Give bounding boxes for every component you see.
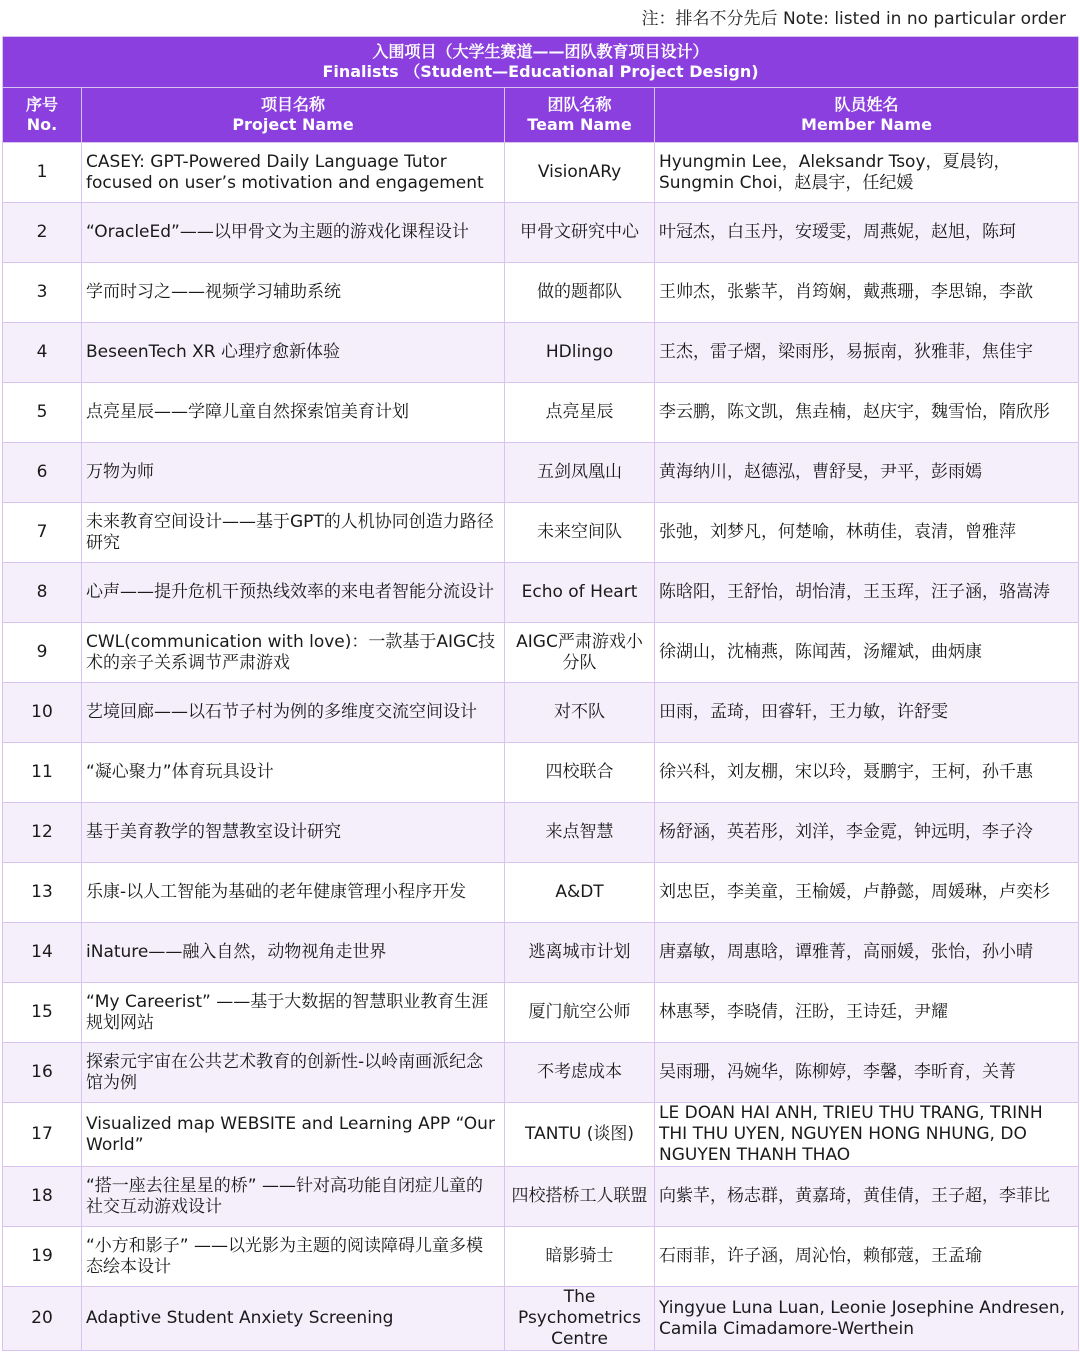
table-row: [3, 323, 1079, 383]
project-name: CASEY: GPT-Powered Daily Language Tutor focused on user’s motivation and engagement: [82, 143, 505, 203]
row-number: 18: [3, 1167, 82, 1227]
header-project-en: Project Name: [232, 115, 354, 134]
member-names: Hyungmin Lee，Aleksandr Tsoy，夏晨钧，Sungmin Choi，赵晨宇，任纪媛: [655, 143, 1079, 203]
row-number: 2: [3, 203, 82, 263]
row-number: 7: [3, 503, 82, 563]
project-name: BeseenTech XR 心理疗愈新体验: [82, 323, 505, 383]
team-name: 做的题都队: [505, 263, 655, 323]
row-number: 9: [3, 623, 82, 683]
header-no-cn: 序号: [25, 95, 58, 114]
header-project-cn: 项目名称: [260, 95, 325, 114]
project-name: 基于美育教学的智慧教室设计研究: [82, 803, 505, 863]
row-number: 16: [3, 1043, 82, 1103]
header-team-en: Team Name: [527, 115, 632, 134]
row-number: 19: [3, 1227, 82, 1287]
row-number: 3: [3, 263, 82, 323]
table-row: [3, 503, 1079, 563]
team-name: 未来空间队: [505, 503, 655, 563]
table-row: [3, 1043, 1079, 1103]
team-name: AIGC严肃游戏小分队: [505, 623, 655, 683]
table-row: [3, 1103, 1079, 1167]
member-names: 徐兴科，刘友棚，宋以玲，聂鹏宇，王柯，孙千惠: [655, 743, 1079, 803]
row-number: 8: [3, 563, 82, 623]
member-names: 王帅杰，张紫芊，肖筠娴，戴燕珊，李思锦，李歆: [655, 263, 1079, 323]
project-name: “凝心聚力”体育玩具设计: [82, 743, 505, 803]
finalists-table: [2, 36, 1079, 1351]
table-row: [3, 1287, 1079, 1351]
project-name: Adaptive Student Anxiety Screening: [82, 1287, 505, 1351]
project-name: 点亮星辰——学障儿童自然探索馆美育计划: [82, 383, 505, 443]
header-no-en: No.: [26, 115, 58, 134]
project-name: 万物为师: [82, 443, 505, 503]
team-name: 甲骨文研究中心: [505, 203, 655, 263]
table-row: [3, 683, 1079, 743]
project-name: 乐康-以人工智能为基础的老年健康管理小程序开发: [82, 863, 505, 923]
member-names: 田雨，孟琦，田睿轩，王力敏，许舒雯: [655, 683, 1079, 743]
team-name: 逃离城市计划: [505, 923, 655, 983]
member-names: 杨舒涵，英若彤，刘洋，李金霓，钟远明，李子泠: [655, 803, 1079, 863]
team-name: TANTU (谈图): [505, 1103, 655, 1167]
row-number: 1: [3, 143, 82, 203]
row-number: 14: [3, 923, 82, 983]
member-names: 黄海纳川，赵德泓，曹舒旻，尹平，彭雨嫣: [655, 443, 1079, 503]
team-name: 四校搭桥工人联盟: [505, 1167, 655, 1227]
member-names: 林惠琴，李晓倩，汪盼，王诗廷，尹耀: [655, 983, 1079, 1043]
table-row: [3, 983, 1079, 1043]
team-name: 五剑凤凰山: [505, 443, 655, 503]
team-name: Echo of Heart: [505, 563, 655, 623]
row-number: 20: [3, 1287, 82, 1351]
table-row: [3, 563, 1079, 623]
order-note: 注：排名不分先后 Note: listed in no particular order: [641, 9, 1066, 29]
row-number: 11: [3, 743, 82, 803]
table-row: [3, 383, 1079, 443]
team-name: 四校联合: [505, 743, 655, 803]
project-name: Visualized map WEBSITE and Learning APP “Our World”: [82, 1103, 505, 1167]
table-row: [3, 203, 1079, 263]
project-name: “搭一座去往星星的桥” ——针对高功能自闭症儿童的社交互动游戏设计: [82, 1167, 505, 1227]
member-names: 吴雨珊，冯婉华，陈柳婷，李馨，李昕育，关菁: [655, 1043, 1079, 1103]
team-name: VisionARy: [505, 143, 655, 203]
project-name: iNature——融入自然，动物视角走世界: [82, 923, 505, 983]
member-names: 陈晗阳，王舒怡，胡怡清，王玉珲，汪子涵，骆嵩涛: [655, 563, 1079, 623]
header-members-en: Member Name: [801, 115, 932, 134]
row-number: 6: [3, 443, 82, 503]
row-number: 17: [3, 1103, 82, 1167]
table-row: [3, 443, 1079, 503]
table-row: [3, 143, 1079, 203]
table-row: [3, 743, 1079, 803]
table-row: [3, 923, 1079, 983]
header-no: [3, 88, 82, 143]
project-name: 艺境回廊——以石节子村为例的多维度交流空间设计: [82, 683, 505, 743]
member-names: 张弛，刘梦凡，何楚喻，林萌佳，袁清，曾雅萍: [655, 503, 1079, 563]
member-names: 向紫芊，杨志群，黄嘉琦，黄佳倩，王子超，李菲比: [655, 1167, 1079, 1227]
column-header-row: [3, 88, 1079, 143]
table-row: [3, 803, 1079, 863]
team-name: The Psychometrics Centre: [505, 1287, 655, 1351]
project-name: “OracleEd”——以甲骨文为主题的游戏化课程设计: [82, 203, 505, 263]
table-row: [3, 863, 1079, 923]
row-number: 15: [3, 983, 82, 1043]
project-name: 探索元宇宙在公共艺术教育的创新性-以岭南画派纪念馆为例: [82, 1043, 505, 1103]
table-title: [3, 37, 1079, 88]
team-name: 来点智慧: [505, 803, 655, 863]
member-names: 石雨菲，许子涵，周沁怡，赖郁蔻，王孟瑜: [655, 1227, 1079, 1287]
table-row: [3, 263, 1079, 323]
member-names: LE DOAN HAI ANH, TRIEU THU TRANG, TRINH THI THU UYEN, NGUYEN HONG NHUNG, DO NGUYEN THANH THAO: [655, 1103, 1079, 1167]
member-names: Yingyue Luna Luan, Leonie Josephine Andresen, Camila Cimadamore-Werthein: [655, 1287, 1079, 1351]
member-names: 叶冠杰，白玉丹，安瑷雯，周燕妮，赵旭，陈珂: [655, 203, 1079, 263]
project-name: CWL(communication with love)：一款基于AIGC技术的亲子关系调节严肃游戏: [82, 623, 505, 683]
team-name: 对不队: [505, 683, 655, 743]
row-number: 4: [3, 323, 82, 383]
table-title-row: [3, 37, 1079, 88]
header-team: [505, 88, 655, 143]
team-name: 点亮星辰: [505, 383, 655, 443]
row-number: 10: [3, 683, 82, 743]
row-number: 12: [3, 803, 82, 863]
team-name: HDlingo: [505, 323, 655, 383]
project-name: 未来教育空间设计——基于GPT的人机协同创造力路径研究: [82, 503, 505, 563]
row-number: 5: [3, 383, 82, 443]
project-name: “My Careerist” ——基于大数据的智慧职业教育生涯规划网站: [82, 983, 505, 1043]
member-names: 徐湖山，沈楠燕，陈闻茜，汤耀斌，曲炳康: [655, 623, 1079, 683]
header-team-cn: 团队名称: [547, 95, 612, 114]
project-name: 学而时习之——视频学习辅助系统: [82, 263, 505, 323]
member-names: 唐嘉敏，周惠晗，谭雅菁，高丽媛，张怡，孙小晴: [655, 923, 1079, 983]
table-title-cn: 入围项目（大学生赛道——团队教育项目设计）: [372, 42, 709, 61]
table-row: [3, 1167, 1079, 1227]
header-members: [655, 88, 1079, 143]
team-name: 不考虑成本: [505, 1043, 655, 1103]
project-name: 心声——提升危机干预热线效率的来电者智能分流设计: [82, 563, 505, 623]
team-name: A&DT: [505, 863, 655, 923]
member-names: 刘忠臣，李美童，王榆媛，卢静懿，周媛琳，卢奕杉: [655, 863, 1079, 923]
project-name: “小方和影子” ——以光影为主题的阅读障碍儿童多模态绘本设计: [82, 1227, 505, 1287]
team-name: 厦门航空公师: [505, 983, 655, 1043]
row-number: 13: [3, 863, 82, 923]
table-row: [3, 1227, 1079, 1287]
header-members-cn: 队员姓名: [834, 95, 899, 114]
team-name: 暗影骑士: [505, 1227, 655, 1287]
table-title-en: Finalists （Student—Educational Project Design): [322, 62, 759, 81]
table-row: [3, 623, 1079, 683]
member-names: 李云鹏，陈文凯，焦垚楠，赵庆宇，魏雪怡，隋欣彤: [655, 383, 1079, 443]
member-names: 王杰，雷子熠，梁雨彤，易振南，狄雅菲，焦佳宇: [655, 323, 1079, 383]
header-project: [82, 88, 505, 143]
